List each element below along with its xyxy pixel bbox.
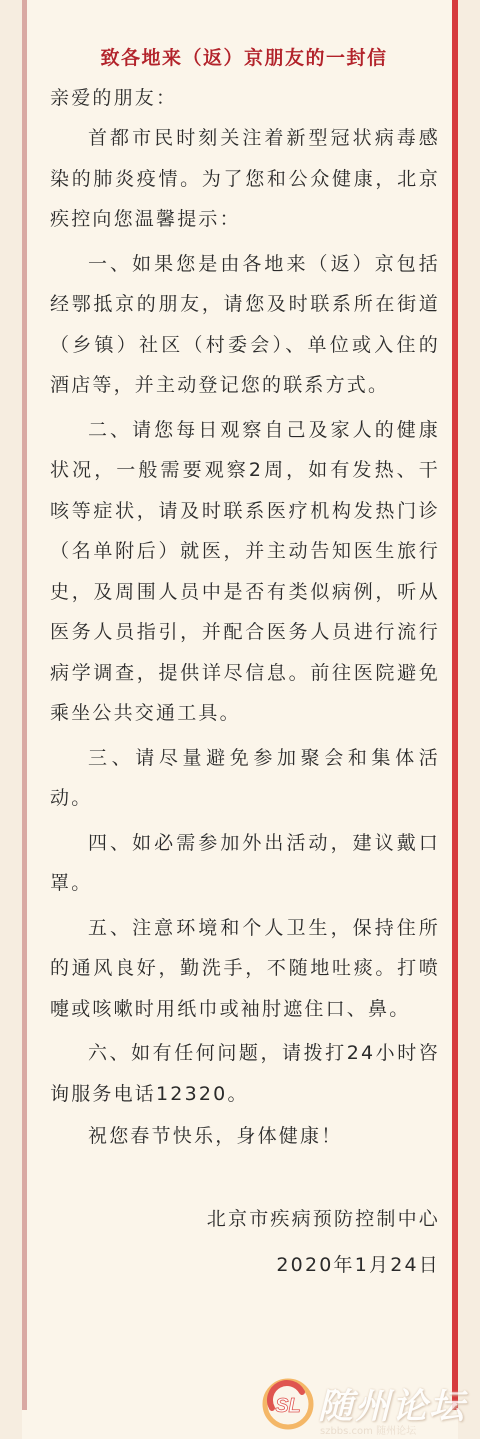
site-watermark	[262, 1376, 472, 1437]
site-url: szbbs.com 随州论坛	[320, 1426, 417, 1437]
frame-right-margin	[458, 0, 480, 1439]
letter-signature: 北京市疾病预防控制中心	[206, 1207, 440, 1230]
forum-logo-icon	[262, 1378, 314, 1430]
letter-item-1: 一、如果您是由各地来（返）京包括经鄂抵京的朋友，请您及时联系所在街道（乡镇）社区（村委会）、单位或入住的酒店等，并主动登记您的联系方式。	[50, 252, 440, 396]
letter-closing: 祝您春节快乐，身体健康！	[88, 1125, 343, 1147]
frame-left-margin	[0, 0, 22, 1439]
letter-body	[50, 38, 440, 1286]
letter-intro: 首都市民时刻关注着新型冠状病毒感染的肺炎疫情。为了您和公众健康，北京疾控向您温馨提示：	[50, 127, 440, 230]
letter-greeting: 亲爱的朋友：	[50, 87, 178, 109]
site-name: 随州论坛	[318, 1387, 467, 1427]
letter-item-5: 五、注意环境和个人卫生，保持住所的通风良好，勤洗手，不随地吐痰。打喷嚏或咳嗽时用纸巾或袖肘遮住口、鼻。	[50, 916, 440, 1020]
letter-title: 致各地来（返）京朋友的一封信	[100, 47, 388, 69]
letter-item-3: 三、请尽量避免参加聚会和集体活动。	[50, 746, 440, 809]
letter-item-2: 二、请您每日观察自己及家人的健康状况，一般需要观察2周，如有发热、干咳等症状，请及时联系医疗机构发热门诊（名单附后）就医，并主动告知医生旅行史，及周围人员中是否有类似病例，听从医务人员指引，并配合医务人员进行流行病学调查，提供详尽信息。前往医院避免乘坐公共交通工具。	[50, 418, 440, 724]
logo-text: SL	[275, 1395, 301, 1417]
letter-item-6: 六、如有任何问题，请拨打24小时咨询服务电话12320。	[50, 1042, 440, 1105]
letter-date: 2020年1月24日	[276, 1254, 440, 1276]
frame-left-border	[22, 0, 27, 1410]
letter-item-4: 四、如必需参加外出活动，建议戴口罩。	[50, 831, 440, 894]
